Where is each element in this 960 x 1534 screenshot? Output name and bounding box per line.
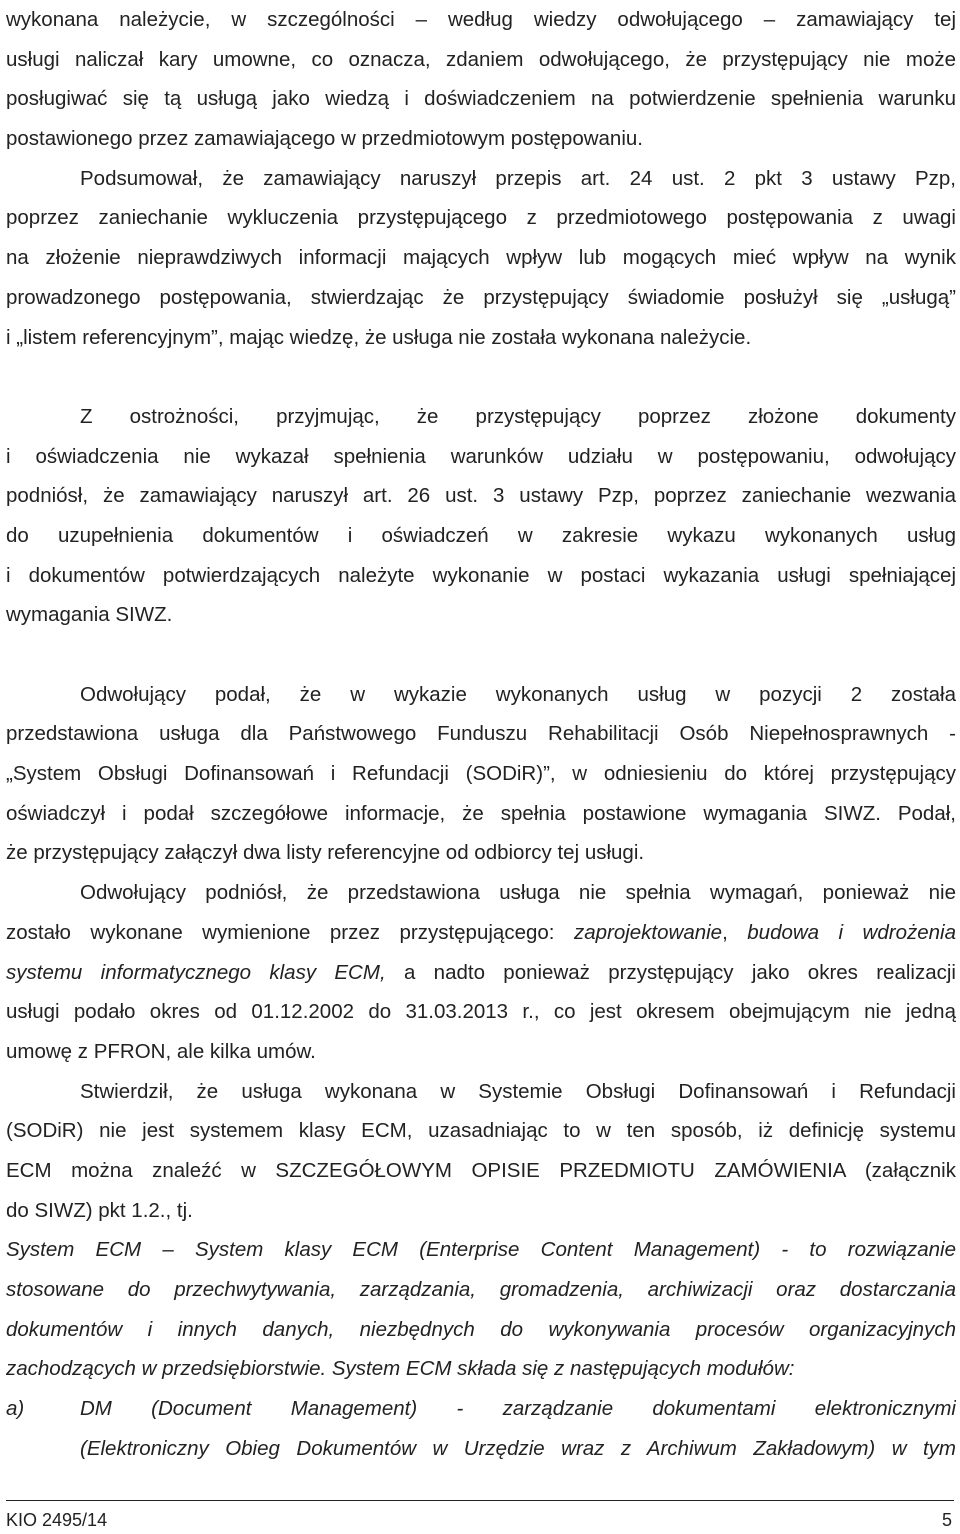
paragraph-gap — [6, 635, 956, 675]
text-line: usługi podało okres od 01.12.2002 do 31.03.2013 r., co jest okresem obejmującym nie jedną — [6, 1000, 956, 1024]
paragraph-gap — [6, 357, 956, 397]
paragraph-first-line: Podsumował, że zamawiający naruszył przepis art. 24 ust. 2 pkt 3 ustawy Pzp, — [80, 166, 956, 190]
list-item-a — [6, 1389, 956, 1429]
paragraph-first-line: Odwołujący podniósł, że przedstawiona usługa nie spełnia wymagań, ponieważ nie — [80, 881, 956, 905]
paragraph-first-line: Stwierdził, że usługa wykonana w Systemie Obsługi Dofinansowań i Refundacji — [80, 1079, 956, 1103]
text-line: do SIWZ) pkt 1.2., tj. — [6, 1198, 193, 1222]
text-line: i oświadczenia nie wykazał spełnienia warunków udziału w postępowaniu, odwołujący — [6, 444, 956, 468]
quoted-line: dokumentów i innych danych, niezbędnych do wykonywania procesów organizacyjnych — [6, 1317, 956, 1341]
list-label: a) — [6, 1397, 25, 1421]
quoted-line: stosowane do przechwytywania, zarządzania, gromadzenia, archiwizacji oraz dostarczania — [6, 1278, 956, 1301]
text-line: do uzupełnienia dokumentów i oświadczeń w zakresie wykazu wykonanych usług — [6, 523, 956, 547]
document-body — [6, 0, 956, 1468]
text-line: że przystępujący załączył dwa listy referencyjne od odbiorcy tej usługi. — [6, 841, 645, 865]
text-line: usługi naliczał kary umowne, co oznacza, zdaniem odwołującego, że przystępujący nie może — [6, 47, 956, 71]
text-line: i „listem referencyjnym”, mając wiedzę, że usługa nie została wykonana należycie. — [6, 325, 752, 349]
list-item-continuation: (Elektroniczny Obieg Dokumentów w Urzędzie wraz z Archiwum Zakładowym) w tym — [80, 1436, 956, 1460]
italic-span: zaprojektowanie — [573, 920, 723, 944]
text-line: oświadczył i podał szczegółowe informacje, że spełnia postawione wymagania SIWZ. Podał, — [6, 801, 956, 825]
text-line: wymagania SIWZ. — [6, 603, 173, 627]
text-line: przedstawiona usługa dla Państwowego Funduszu Rehabilitacji Osób Niepełnosprawnych - — [6, 722, 956, 746]
text-line: wykonana należycie, w szczególności – według wiedzy odwołującego – zamawiający tej — [6, 8, 956, 31]
quoted-line: System ECM – System klasy ECM (Enterprise Content Management) - to rozwiązanie — [6, 1238, 956, 1262]
text-line: ECM można znaleźć w SZCZEGÓŁOWYM OPISIE PRZEDMIOTU ZAMÓWIENIA (załącznik — [6, 1158, 956, 1182]
paragraph-first-line: Odwołujący podał, że w wykazie wykonanych usług w pozycji 2 została — [80, 682, 956, 706]
paragraph-first-line: Z ostrożności, przyjmując, że przystępujący poprzez złożone dokumenty — [80, 404, 956, 428]
text-line: poprzez zaniechanie wykluczenia przystępującego z przedmiotowego postępowania z uwagi — [6, 206, 956, 230]
text-line: i dokumentów potwierdzających należyte wykonanie w postaci wykazania usługi spełniającej — [6, 563, 956, 587]
text-line: posługiwać się tą usługą jako wiedzą i doświadczeniem na potwierdzenie spełnienia warunku — [6, 87, 956, 111]
text-span: , — [722, 920, 748, 944]
text-line: podniósł, że zamawiający naruszył art. 26 ust. 3 ustawy Pzp, poprzez zaniechanie wezwania — [6, 484, 956, 508]
text-line: postawionego przez zamawiającego w przedmiotowym postępowaniu. — [6, 127, 643, 151]
text-line-mixed — [6, 913, 956, 953]
italic-span: systemu informatycznego klasy ECM, — [6, 960, 386, 984]
text-line: umowę z PFRON, ale kilka umów. — [6, 1039, 316, 1063]
text-line-mixed — [6, 953, 956, 993]
list-item-text: DM (Document Management) - zarządzanie dokumentami elektronicznymi — [80, 1397, 956, 1421]
text-span: zostało wykonane wymienione przez przystępującego: — [6, 920, 574, 944]
footer-case-number: KIO 2495/14 — [6, 1510, 108, 1530]
text-line: „System Obsługi Dofinansowań i Refundacji (SODiR)”, w odniesieniu do której przystępujący — [6, 762, 956, 786]
text-line: na złożenie nieprawdziwych informacji mających wpływ lub mogących mieć wpływ na wynik — [6, 246, 956, 270]
footer-page-number: 5 — [941, 1510, 952, 1530]
text-line: (SODiR) nie jest systemem klasy ECM, uzasadniając to w ten sposób, iż definicję systemu — [6, 1119, 956, 1143]
italic-span: budowa i wdrożenia — [747, 920, 956, 944]
text-line: prowadzonego postępowania, stwierdzając że przystępujący świadomie posłużył się „usługą” — [6, 285, 956, 309]
text-span: a nadto ponieważ przystępujący jako okres realizacji — [385, 960, 956, 984]
quoted-line: zachodzących w przedsiębiorstwie. System ECM składa się z następujących modułów: — [6, 1357, 795, 1381]
footer-divider — [6, 1500, 954, 1501]
